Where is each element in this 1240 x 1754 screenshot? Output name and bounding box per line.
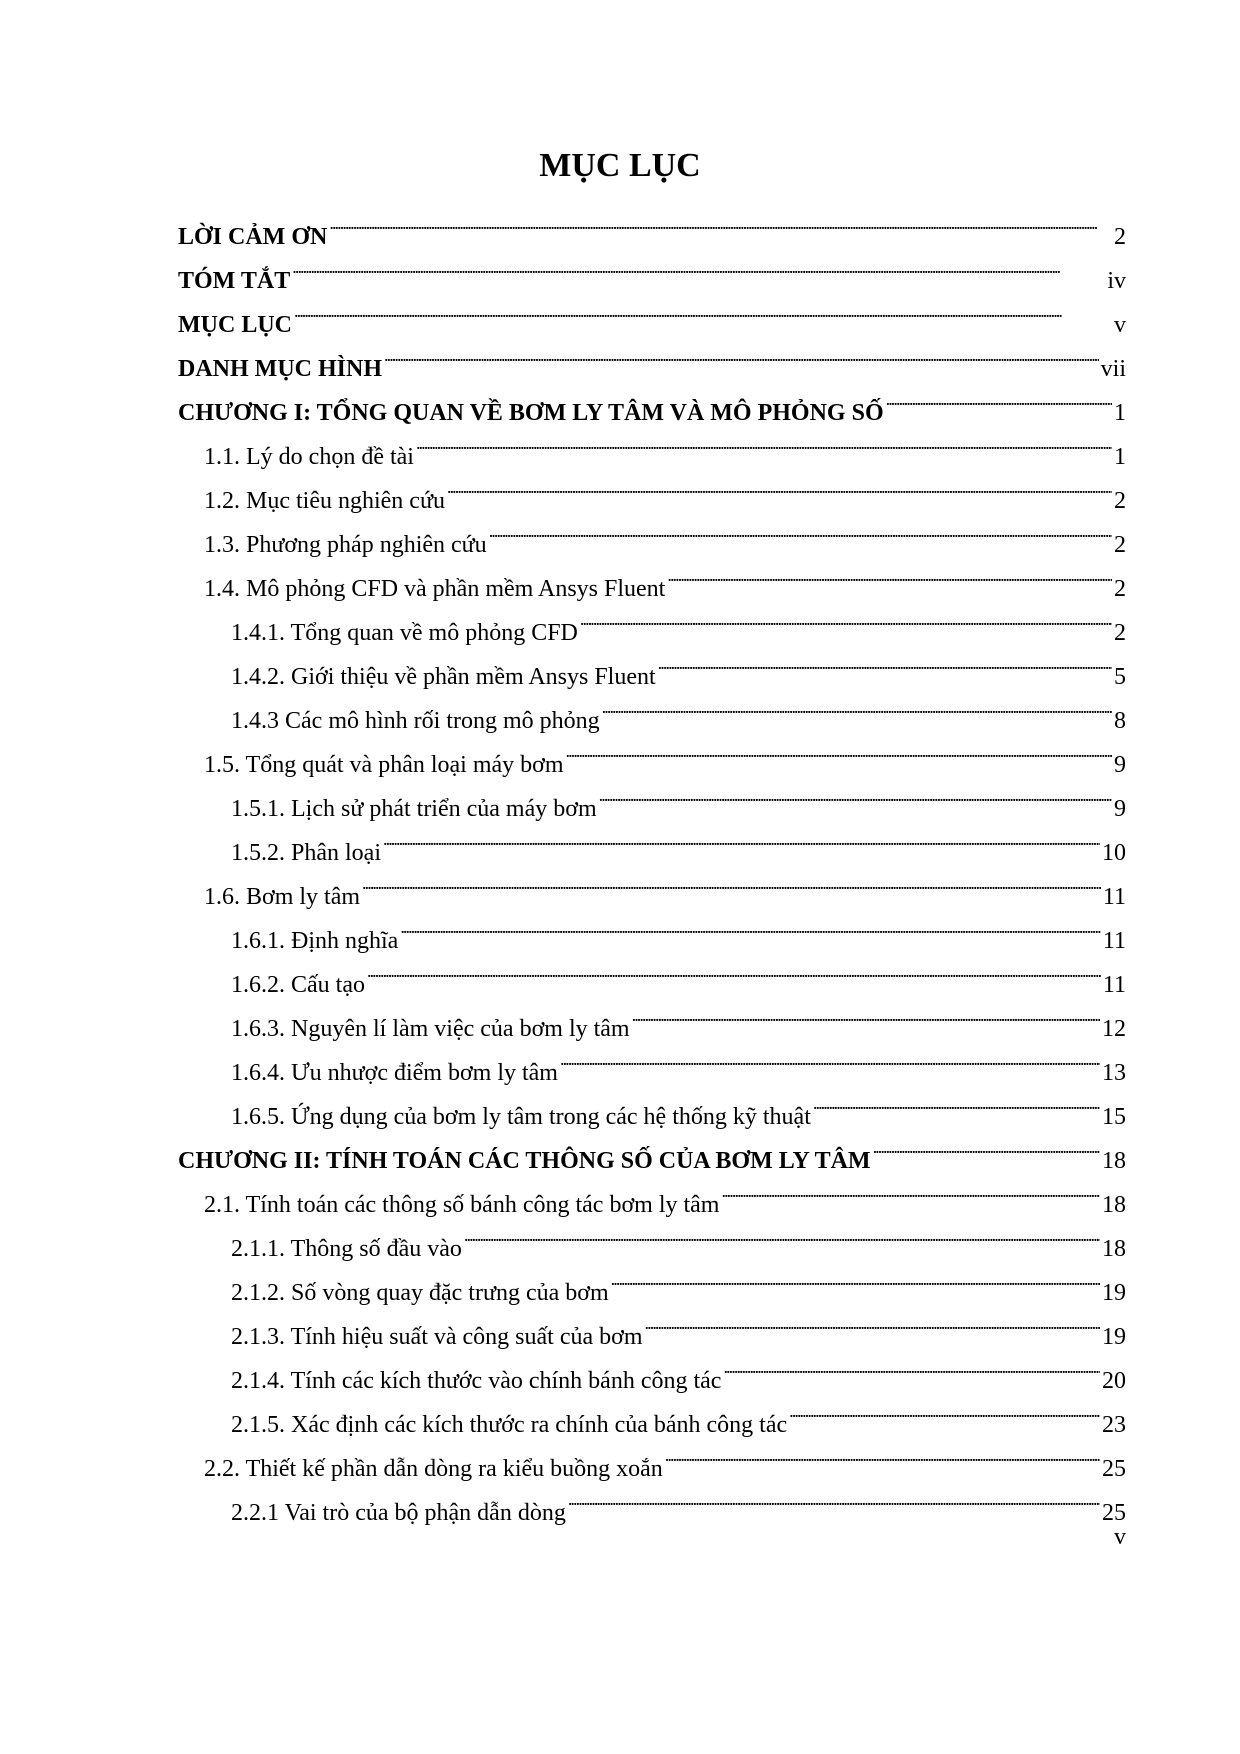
- toc-entry-title: 2.1. Tính toán các thông số bánh công tác bơm ly tâm: [204, 1192, 720, 1218]
- toc-dot-leader: [400, 904, 1101, 948]
- toc-entry[interactable]: [178, 200, 1126, 250]
- toc-dot-leader: [464, 1212, 1100, 1256]
- toc-entry-page: 19: [1102, 1280, 1126, 1306]
- toc-entry-title: 1.6.4. Ưu nhược điểm bơm ly tâm: [231, 1060, 558, 1086]
- toc-dot-leader: [580, 596, 1112, 640]
- toc-entry-title: 2.2. Thiết kế phần dẫn dòng ra kiểu buồng xoắn: [204, 1456, 663, 1482]
- toc-entry-title: 1.5.1. Lịch sử phát triển của máy bơm: [231, 796, 597, 822]
- toc-entry-page: 20: [1102, 1368, 1126, 1394]
- toc-entry-page: 11: [1102, 928, 1126, 954]
- toc-dot-leader: [294, 288, 1112, 332]
- toc-entry[interactable]: [178, 332, 1126, 382]
- toc-entry-title: TÓM TẮT: [178, 268, 291, 294]
- toc-entry-page: 23: [1102, 1412, 1126, 1438]
- toc-entry-page: 5: [1114, 664, 1126, 690]
- toc-entry-title: 1.6.5. Ứng dụng của bơm ly tâm trong các hệ thống kỹ thuật: [231, 1104, 811, 1130]
- toc-entry-title: 1.5.2. Phân loại: [231, 840, 381, 866]
- toc-dot-leader: [645, 1300, 1100, 1344]
- toc-entry-title: 1.6.2. Cấu tạo: [231, 972, 365, 998]
- toc-entry-title: 1.6.3. Nguyên lí làm việc của bơm ly tâm: [231, 1016, 630, 1042]
- toc-dot-leader: [723, 1344, 1100, 1388]
- toc-entry-title: 1.4. Mô phỏng CFD và phần mềm Ansys Fluent: [204, 576, 666, 602]
- toc-entry-page: 15: [1102, 1104, 1126, 1130]
- toc-entry-page: 18: [1102, 1192, 1126, 1218]
- toc-entry-page: 25: [1102, 1500, 1126, 1526]
- toc-entry-title: 1.4.3 Các mô hình rối trong mô phỏng: [231, 708, 600, 734]
- toc-entry-page: 9: [1114, 752, 1126, 778]
- toc-dot-leader: [599, 772, 1112, 816]
- toc-entry-title: 1.3. Phương pháp nghiên cứu: [204, 532, 487, 558]
- toc-entry-page: 13: [1102, 1060, 1126, 1086]
- toc-entry-title: 1.4.2. Giới thiệu về phần mềm Ansys Fluent: [231, 664, 656, 690]
- toc-entry-page: iv: [1107, 268, 1126, 294]
- toc-entry-title: CHƯƠNG II: TÍNH TOÁN CÁC THÔNG SỐ CỦA BƠM LY TÂM: [178, 1148, 871, 1174]
- toc-entry-page: 8: [1114, 708, 1126, 734]
- toc-entry-title: 1.1. Lý do chọn đề tài: [204, 444, 414, 470]
- toc-entry-title: DANH MỤC HÌNH: [178, 356, 382, 382]
- toc-entry-title: 2.1.1. Thông số đầu vào: [231, 1236, 462, 1262]
- page-title: MỤC LỤC: [539, 147, 701, 184]
- toc-dot-leader: [362, 860, 1101, 904]
- toc-entry-page: 25: [1102, 1456, 1126, 1482]
- toc-entry-page: 9: [1114, 796, 1126, 822]
- toc-entry-title: MỤC LỤC: [178, 312, 292, 338]
- toc-entry-title: 2.2.1 Vai trò của bộ phận dẫn dòng: [231, 1500, 566, 1526]
- toc-dot-leader: [383, 816, 1100, 860]
- page-number: v: [1114, 1524, 1126, 1550]
- toc-entry-page: 11: [1102, 972, 1126, 998]
- toc-entry-page: 2: [1114, 576, 1126, 602]
- toc-entry[interactable]: [178, 288, 1126, 338]
- toc-entry-page: 11: [1102, 884, 1126, 910]
- toc-entry-title: CHƯƠNG I: TỔNG QUAN VỀ BƠM LY TÂM VÀ MÔ PHỎNG SỐ: [178, 400, 884, 426]
- toc-entry-page: 1: [1114, 444, 1126, 470]
- toc-entry-page: 18: [1102, 1148, 1126, 1174]
- toc-dot-leader: [667, 552, 1112, 596]
- toc-dot-leader: [611, 1256, 1100, 1300]
- toc-entry-title: 1.4.1. Tổng quan về mô phỏng CFD: [231, 620, 578, 646]
- toc-dot-leader: [329, 200, 1112, 244]
- toc-entry-page: 2: [1114, 620, 1126, 646]
- toc-dot-leader: [632, 992, 1100, 1036]
- toc-entry-page: 12: [1102, 1016, 1126, 1042]
- toc-entry-page: 2: [1114, 224, 1126, 250]
- toc-dot-leader: [566, 728, 1112, 772]
- toc-dot-leader: [447, 464, 1112, 508]
- toc-entry-page: vii: [1100, 356, 1126, 382]
- toc-entry-page: 2: [1114, 532, 1126, 558]
- toc-dot-leader: [873, 1124, 1100, 1168]
- toc-dot-leader: [813, 1080, 1100, 1124]
- toc-entry-title: 2.1.4. Tính các kích thước vào chính bánh công tác: [231, 1368, 722, 1394]
- toc-dot-leader: [721, 1168, 1100, 1212]
- toc-entry-page: 19: [1102, 1324, 1126, 1350]
- toc-dot-leader: [416, 420, 1112, 464]
- toc-dot-leader: [384, 332, 1099, 376]
- toc-entry-title: 2.1.2. Số vòng quay đặc trưng của bơm: [231, 1280, 609, 1306]
- toc-entry-page: 10: [1102, 840, 1126, 866]
- table-of-contents: [178, 200, 1126, 1526]
- toc-dot-leader: [489, 508, 1112, 552]
- toc-dot-leader: [665, 1432, 1100, 1476]
- toc-dot-leader: [367, 948, 1101, 992]
- toc-entry-title: 1.6. Bơm ly tâm: [204, 884, 361, 910]
- toc-entry-title: 2.1.3. Tính hiệu suất và công suất của bơm: [231, 1324, 643, 1350]
- toc-dot-leader: [658, 640, 1112, 684]
- toc-entry-page: 18: [1102, 1236, 1126, 1262]
- toc-entry-title: 1.5. Tổng quát và phân loại máy bơm: [204, 752, 564, 778]
- toc-entry-title: LỜI CẢM ƠN: [178, 224, 328, 250]
- toc-entry-page: 1: [1114, 400, 1126, 426]
- toc-dot-leader: [602, 684, 1112, 728]
- toc-dot-leader: [789, 1388, 1100, 1432]
- toc-dot-leader: [292, 244, 1105, 288]
- toc-entry[interactable]: [178, 244, 1126, 294]
- toc-entry-page: v: [1114, 312, 1126, 338]
- toc-entry-title: 1.2. Mục tiêu nghiên cứu: [204, 488, 445, 514]
- toc-entry-title: 2.1.5. Xác định các kích thước ra chính của bánh công tác: [231, 1412, 788, 1438]
- toc-entry-title: 1.6.1. Định nghĩa: [231, 928, 399, 954]
- toc-entry-page: 2: [1114, 488, 1126, 514]
- toc-dot-leader: [886, 376, 1112, 420]
- toc-dot-leader: [560, 1036, 1100, 1080]
- toc-dot-leader: [568, 1476, 1100, 1520]
